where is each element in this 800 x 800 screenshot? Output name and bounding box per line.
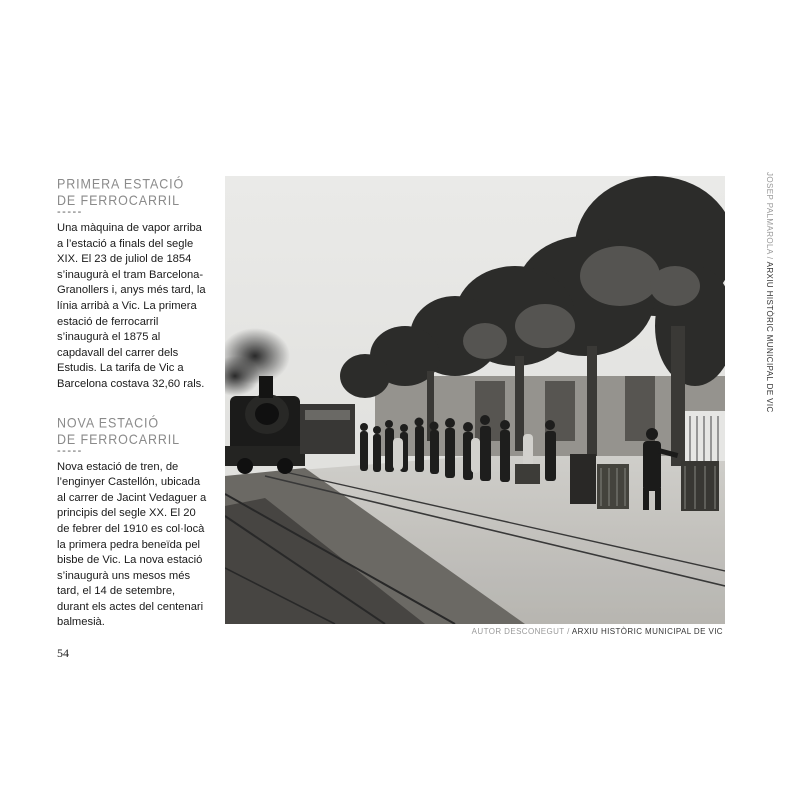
vertical-photo-credit [762, 172, 776, 572]
section-title [57, 415, 207, 449]
section-nova-estacio [57, 415, 207, 632]
credit-archive: ARXIU HISTÒRIC MUNICIPAL DE VIC [765, 261, 774, 413]
text-column [57, 176, 207, 653]
historic-train-station-photo [225, 176, 725, 624]
section-primera-estacio [57, 176, 207, 393]
section-title-line2: DE FERROCARRIL [57, 431, 181, 448]
section-title-line1: PRIMERA ESTACIÓ [57, 176, 185, 192]
credit-author: JOSEP PALMAROLA [765, 172, 774, 255]
photo-illustration [225, 176, 725, 624]
page-number: 54 [57, 646, 69, 660]
section-title-line1: NOVA ESTACIÓ [57, 414, 160, 431]
credit-separator: / [765, 254, 774, 262]
title-dash-rule: ----- [57, 206, 83, 218]
section-title [57, 176, 207, 210]
photo-caption [472, 627, 723, 636]
title-dash-rule: ----- [57, 444, 83, 457]
section-body: Una màquina de vapor arriba a l’estació a finals del segle XIX. El 23 de juliol de 1854 s’inaugurà el tram Barcelona-Granollers i, anys més tard, la línia arribà a Vic. La primera estació de ferrocarril s’inaugurà el 1875 al capdavall del carrer dels Estudis. La tarifa de Vic a Barcelona costava 32,60 rals. [57, 222, 206, 390]
caption-author: AUTOR DESCONEGUT [471, 627, 565, 636]
section-body: Nova estació de tren, de l’enginyer Castellón, ubicada al carrer de Jacint Vedaguer a principis del segle XX. El 20 de febrer del 1910 es col·locà la primera pedra beneïda pel bisbe de Vic. La nova estació s’inaugurà uns mesos més tard, el 14 de setembre, durant els actes del centenari balmesià. [57, 460, 207, 629]
section-title-line2: DE FERROCARRIL [57, 192, 181, 209]
caption-archive: ARXIU HISTÒRIC MUNICIPAL DE VIC [571, 627, 723, 636]
caption-separator: / [564, 627, 572, 636]
